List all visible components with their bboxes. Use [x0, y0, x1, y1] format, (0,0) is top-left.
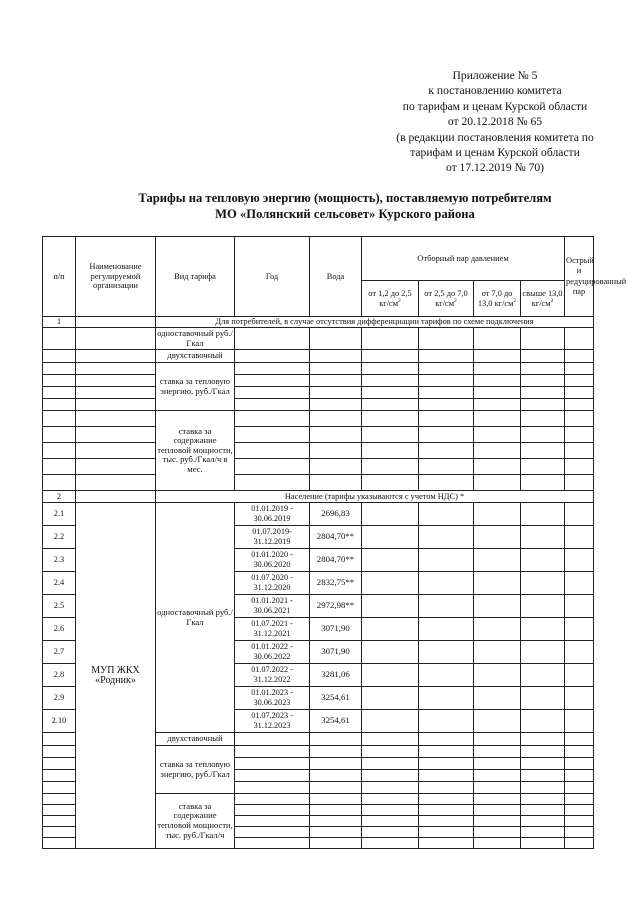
tariff-kind: ставка за содержание тепловой мощности, тыс. руб./Гкал/ч в мес. [156, 411, 235, 491]
annex-line: от 20.12.2018 № 65 [447, 115, 543, 129]
water-tariff: 3071,90 [310, 641, 362, 664]
header-num: п/п [43, 237, 76, 317]
header-pressure-3 [474, 281, 521, 317]
annex-line: от 17.12.2019 № 70) [445, 161, 545, 175]
tariff-kind: одноставочный руб./Гкал [157, 327, 233, 348]
tariff-period: 01.01.2021 - 30.06.2021 [235, 595, 310, 618]
tariff-kind: ставка за содержание тепловой мощности, тыс. руб./Гкал/ч [156, 794, 235, 849]
annex-reference [360, 68, 630, 176]
water-tariff: 2972,98** [310, 595, 362, 618]
table-row [43, 387, 594, 399]
header-water: Вода [310, 237, 362, 317]
pressure-exponent: 2 [398, 297, 401, 304]
table-row [43, 459, 594, 475]
tariff-kind: ставка за тепловую энергию, руб./Гкал [156, 363, 235, 411]
pressure-label: свыше 13,0 кг/см [522, 288, 563, 308]
row-num: 2.9 [43, 687, 76, 710]
pressure-label: от 1,2 до 2,5 кг/см [368, 288, 412, 308]
row-num: 2.4 [43, 572, 76, 595]
header-pressure-4 [521, 281, 565, 317]
tariff-period: 01.01.2020 - 30.06.2020 [235, 549, 310, 572]
header-org: Наименование регулируемой организации [76, 237, 156, 317]
section-label: Для потребителей, в случае отсутствия дифференциации тарифов по схеме подключения [156, 317, 594, 328]
document-title [80, 190, 610, 222]
row-num: 2.10 [43, 710, 76, 733]
header-pressure-2 [419, 281, 474, 317]
tariff-period: 01.01.2022 - 30.06.2022 [235, 641, 310, 664]
section-num: 1 [43, 317, 76, 328]
table-row [43, 503, 594, 526]
organization-name: МУП ЖКХ «Родник» [76, 503, 156, 849]
tariff-kind: двухставочный [156, 733, 235, 746]
tariff-period: 01.07.2020 - 31.12.2020 [235, 572, 310, 595]
section-row [43, 491, 594, 503]
water-tariff: 2832,75** [310, 572, 362, 595]
row-num: 2.3 [43, 549, 76, 572]
tariff-period: 01.07.2022 - 31.12.2022 [235, 664, 310, 687]
tariff-period: 01.07.2021 - 31.12.2021 [235, 618, 310, 641]
table-row [43, 363, 594, 375]
header-sharp-steam: Острый и редуцированный пар [565, 237, 594, 317]
row-num: 2.1 [43, 503, 76, 526]
tariff-period: 01.01.2019 - 30.06.2019 [235, 503, 310, 526]
pressure-exponent: 2 [513, 297, 517, 304]
header-steam: Отборный пар давлением [362, 237, 565, 281]
tariff-kind: двухставочный [156, 350, 235, 363]
table-row [43, 399, 594, 411]
header-year: Год [235, 237, 310, 317]
row-num: 2.8 [43, 664, 76, 687]
annex-line: Приложение № 5 [452, 69, 538, 82]
table-row [43, 328, 594, 350]
tariff-period: 01.07.2019- 31.12.2019 [235, 526, 310, 549]
row-num: 2.2 [43, 526, 76, 549]
row-num: 2.6 [43, 618, 76, 641]
table-row [43, 411, 594, 427]
annex-line: (в редакции постановления комитета по [396, 130, 594, 144]
water-tariff: 3254,61 [310, 687, 362, 710]
pressure-label: от 2,5 до 7,0 кг/см [424, 288, 468, 308]
water-tariff: 3281,06 [310, 664, 362, 687]
table-row [43, 443, 594, 459]
water-tariff: 3254,61 [310, 710, 362, 733]
tariff-kind: одноставочный руб./Гкал [156, 503, 235, 733]
pressure-exponent: 2 [454, 297, 457, 304]
table-row [43, 475, 594, 491]
water-tariff: 2804,70** [310, 526, 362, 549]
table-row [43, 350, 594, 363]
water-tariff: 3071,90 [310, 618, 362, 641]
water-tariff: 2804,70** [310, 549, 362, 572]
tariff-period: 01.01.2023 - 30.06.2023 [235, 687, 310, 710]
pressure-exponent: 2 [550, 297, 554, 304]
header-row [43, 237, 594, 281]
annex-line: к постановлению комитета [428, 84, 562, 98]
row-num: 2.7 [43, 641, 76, 664]
pressure-label: от 7,0 до 13,0 кг/см [477, 288, 514, 308]
annex-line: тарифам и ценам Курской области [410, 146, 580, 160]
tariff-kind: ставка за тепловую энергию, руб./Гкал [156, 746, 235, 794]
water-tariff: 2696,83 [310, 503, 362, 526]
title-line: МО «Полянский сельсовет» Курского района [215, 207, 475, 221]
title-line: Тарифы на тепловую энергию (мощность), поставляемую потребителям [138, 191, 552, 205]
header-kind: Вид тарифа [156, 237, 235, 317]
tariff-table [42, 236, 627, 849]
tariff-period: 01.07.2023 - 31.12.2023 [235, 710, 310, 733]
section-row [43, 317, 594, 328]
section-label: Население (тарифы указываются с учетом НДС) * [156, 491, 594, 503]
section-num: 2 [43, 491, 76, 503]
header-pressure-1 [362, 281, 419, 317]
row-num: 2.5 [43, 595, 76, 618]
table-row [43, 375, 594, 387]
table-row [43, 427, 594, 443]
annex-line: по тарифам и ценам Курской области [402, 99, 588, 113]
